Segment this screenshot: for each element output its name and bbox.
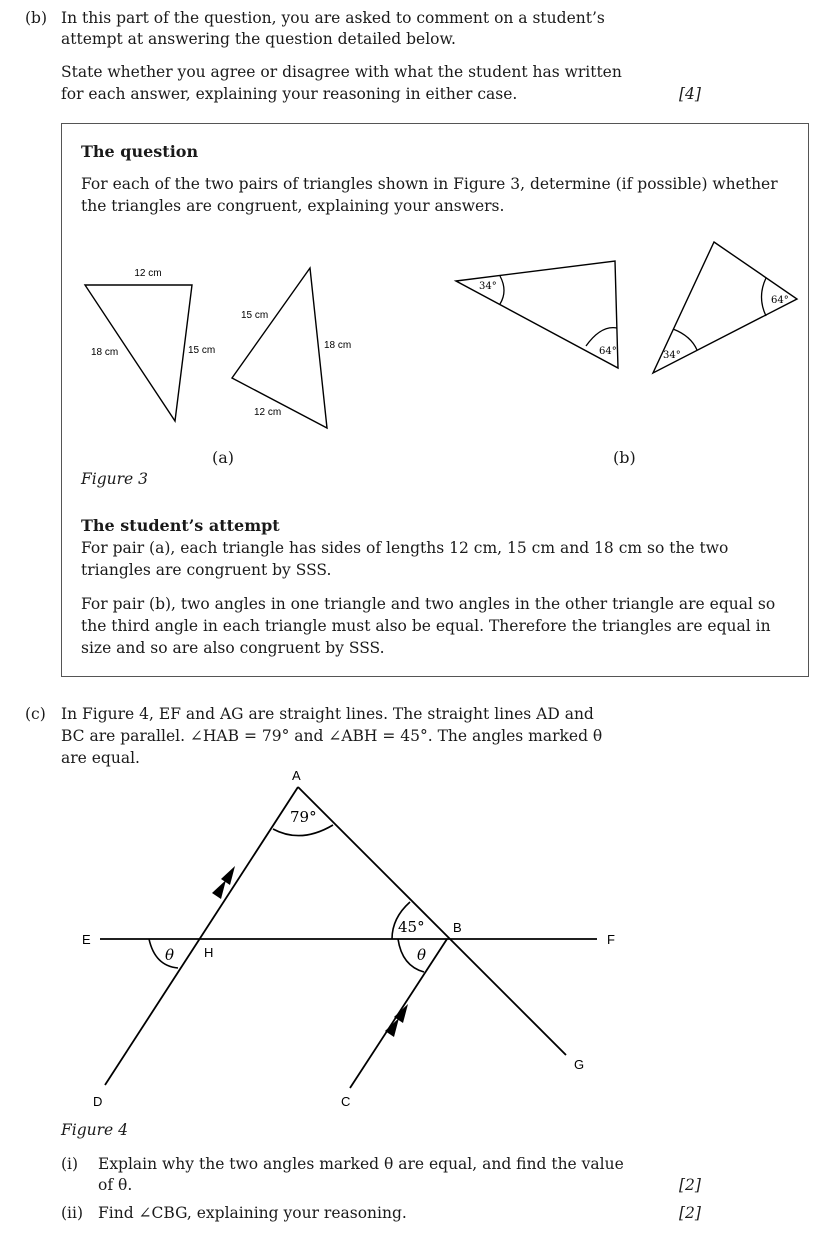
tri-a1-right-label: 15 cm [188, 345, 216, 356]
part-c-line2: BC are parallel. ∠HAB = 79° and ∠ABH = 45°. The angles marked θ [61, 727, 603, 745]
attempt-a-line1: For pair (a), each triangle has sides of lengths 12 cm, 15 cm and 18 cm so the two [81, 539, 729, 557]
angle-theta-h-label: θ [165, 946, 175, 964]
tri-b2-angle-arc-left [673, 329, 697, 350]
parallel-arrow-bc-2 [385, 1018, 399, 1037]
figure-4 [0, 760, 826, 1120]
line-ad [105, 787, 298, 1085]
tri-b2-angle-left-label: 34° [663, 350, 681, 361]
attempt-a-line2: triangles are congruent by SSS. [81, 561, 332, 579]
part-b-intro-line2: attempt at answering the question detailed below. [61, 30, 456, 48]
question-text-line1: For each of the two pairs of triangles shown in Figure 3, determine (if possible) whether [81, 175, 778, 193]
part-b-marks: [4] [679, 85, 701, 103]
parallel-arrow-ad-2 [212, 880, 226, 899]
angle-theta-b-label: θ [417, 946, 427, 964]
attempt-b-line1: For pair (b), two angles in one triangle and two angles in the other triangle are equal so [81, 595, 776, 613]
tri-b2-angle-right-label: 64° [771, 295, 789, 306]
question-text-line2: the triangles are congruent, explaining your answers. [81, 197, 505, 215]
tri-a2-right-label: 18 cm [324, 340, 352, 351]
sub-i-label: (i) [61, 1155, 79, 1173]
tri-a1-top-label: 12 cm [134, 268, 162, 279]
point-h-label: H [204, 945, 214, 960]
tri-a1-left-label: 18 cm [91, 347, 119, 358]
part-c-line1: In Figure 4, EF and AG are straight lines. The straight lines AD and [61, 705, 594, 723]
line-ag [298, 787, 566, 1055]
parallel-arrow-bc-1 [394, 1004, 408, 1023]
part-b-instruction-line2: for each answer, explaining your reasoning in either case. [61, 85, 518, 103]
figure-3-label: Figure 3 [81, 470, 148, 488]
fig3-caption-b: (b) [613, 448, 636, 467]
triangle-a2 [232, 268, 327, 428]
fig3-caption-a: (a) [212, 448, 235, 467]
triangle-b1 [456, 261, 618, 368]
parallel-arrow-ad-1 [221, 866, 235, 885]
sub-ii-marks: [2] [679, 1204, 701, 1222]
sub-i-marks: [2] [679, 1176, 701, 1194]
attempt-heading: The student’s attempt [81, 516, 280, 535]
point-e-label: E [82, 932, 91, 947]
sub-i-line1: Explain why the two angles marked θ are equal, and find the value [98, 1155, 624, 1173]
attempt-b-line2: the third angle in each triangle must also be equal. Therefore the triangles are equal in [81, 617, 771, 635]
point-c-label: C [341, 1094, 351, 1109]
angle-a-arc [273, 825, 333, 836]
part-b-label: (b) [25, 9, 48, 27]
tri-b1-angle-arc-right [586, 328, 617, 346]
tri-a2-left-label: 15 cm [241, 310, 269, 321]
part-c-label: (c) [25, 705, 46, 723]
part-c-line3: are equal. [61, 749, 140, 767]
sub-ii-text: Find ∠CBG, explaining your reasoning. [98, 1204, 407, 1222]
sub-ii-label: (ii) [61, 1204, 84, 1222]
angle-a-label: 79° [290, 808, 317, 826]
attempt-b-line3: size and so are also congruent by SSS. [81, 639, 385, 657]
point-b-label: B [453, 920, 462, 935]
sub-i-line2: of θ. [98, 1176, 133, 1194]
part-b-intro-line1: In this part of the question, you are asked to comment on a student’s [61, 9, 605, 27]
tri-b1-angle-right-label: 64° [599, 346, 617, 357]
point-f-label: F [607, 932, 615, 947]
point-g-label: G [574, 1057, 585, 1072]
figure-3 [0, 0, 826, 500]
tri-b2-angle-arc-right [762, 278, 767, 316]
point-a-label: A [292, 768, 301, 783]
tri-b1-angle-left-label: 34° [479, 281, 497, 292]
question-heading: The question [81, 142, 199, 161]
part-b-instruction-line1: State whether you agree or disagree with what the student has written [61, 63, 622, 81]
point-d-label: D [93, 1094, 103, 1109]
tri-a2-bottom-label: 12 cm [254, 407, 282, 418]
figure-4-label: Figure 4 [61, 1121, 128, 1139]
tri-b1-angle-arc-left [500, 276, 504, 304]
angle-b-label: 45° [398, 918, 425, 936]
